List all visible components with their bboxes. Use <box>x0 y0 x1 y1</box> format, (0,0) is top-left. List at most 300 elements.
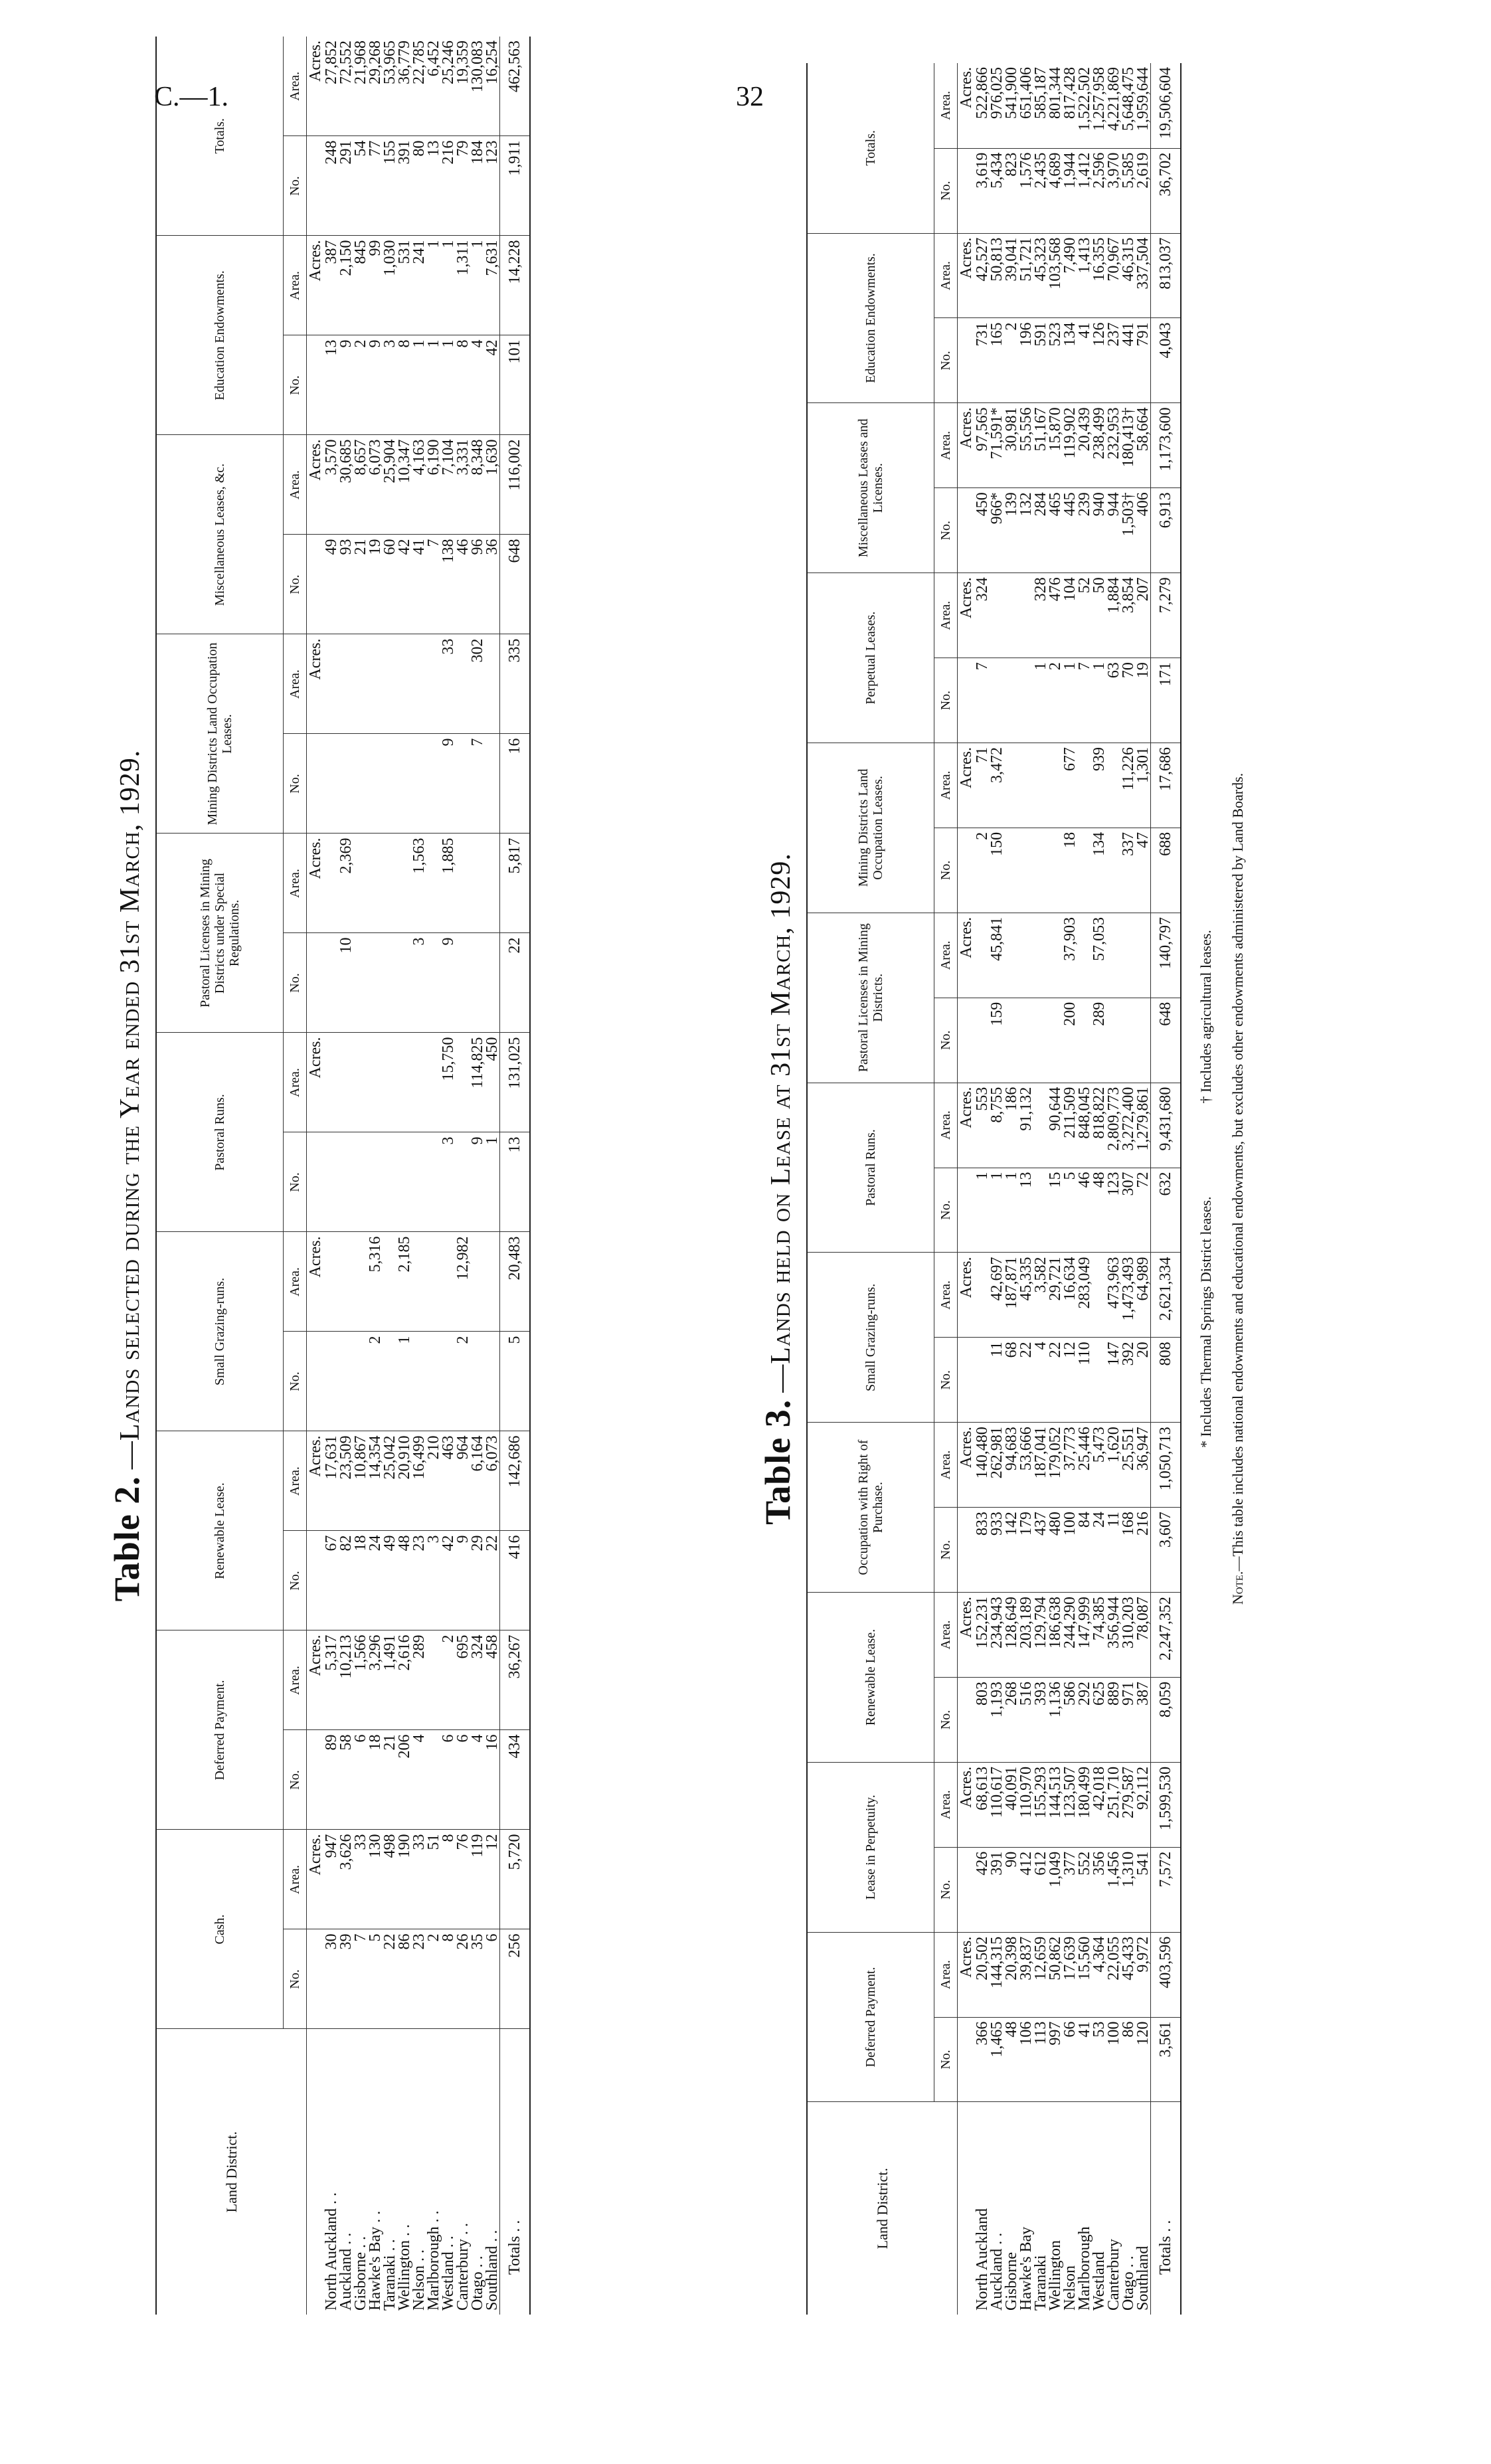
value-cell: 90,644 <box>1048 1083 1063 1168</box>
value-cell: 1 <box>1092 658 1106 743</box>
group-header: Pastoral Runs. <box>807 1083 934 1253</box>
value-cell <box>353 1332 368 1431</box>
value-cell <box>1033 1083 1048 1168</box>
value-cell: 23 <box>412 1531 426 1630</box>
value-cell: 1,413 <box>1077 233 1092 318</box>
value-cell: 25,551 <box>1121 1423 1136 1508</box>
totals-cell: 3,561 <box>1151 2017 1182 2102</box>
value-cell <box>324 1232 339 1332</box>
value-cell: 3,854 <box>1121 573 1136 658</box>
value-cell: 100 <box>1063 1508 1077 1593</box>
totals-cell: 1,050,713 <box>1151 1423 1182 1508</box>
group-header: Mining Districts Land Occupation Leases. <box>156 634 284 834</box>
value-cell <box>426 834 441 933</box>
value-cell: 16,254 <box>485 37 500 136</box>
land-district-cell: Marlborough <box>1076 2226 1093 2311</box>
value-cell: 2 <box>975 828 990 913</box>
value-cell <box>383 1033 397 1132</box>
table-3-notes <box>1197 63 1247 2315</box>
value-cell: 818,822 <box>1092 1083 1106 1168</box>
no-header: No. <box>284 1132 307 1232</box>
value-cell: 387 <box>1136 1677 1151 1762</box>
value-cell: 441 <box>1121 318 1136 403</box>
units-cell: Acres. <box>307 634 325 734</box>
land-district-cell: North Auckland <box>974 2208 991 2311</box>
value-cell: 16,634 <box>1063 1253 1077 1338</box>
area-header: Area. <box>934 1253 958 1338</box>
value-cell <box>1019 913 1033 998</box>
value-cell: 74,385 <box>1092 1593 1106 1678</box>
value-cell: 553 <box>975 1083 990 1168</box>
totals-cell: 8,059 <box>1151 1677 1182 1762</box>
table-row <box>456 37 470 2315</box>
group-header: Renewable Lease. <box>807 1593 934 1763</box>
value-cell: 1 <box>470 236 485 335</box>
value-cell: 16 <box>485 1730 500 1830</box>
value-cell: 4 <box>1033 1338 1048 1423</box>
value-cell: 27,852 <box>324 37 339 136</box>
totals-cell: 101 <box>500 335 531 435</box>
table-row <box>1048 63 1063 2315</box>
value-cell <box>383 634 397 734</box>
value-cell: 50,813 <box>990 233 1004 318</box>
value-cell <box>339 1033 353 1132</box>
value-cell <box>412 1033 426 1132</box>
value-cell: 1,491 <box>383 1630 397 1730</box>
value-cell: 1 <box>426 236 441 335</box>
group-header: Pastoral Runs. <box>156 1033 284 1232</box>
land-district-cell: Westland . . <box>440 2236 457 2311</box>
value-cell: 42,018 <box>1092 1762 1106 1847</box>
value-cell <box>1004 828 1019 913</box>
value-cell <box>368 834 383 933</box>
value-cell <box>470 1332 485 1431</box>
value-cell <box>397 734 412 834</box>
value-cell <box>975 998 990 1083</box>
totals-cell: 1,599,530 <box>1151 1762 1182 1847</box>
units-cell <box>958 488 976 573</box>
value-cell: 196 <box>1019 318 1033 403</box>
units-cell <box>958 1168 976 1253</box>
table-row <box>975 63 990 2315</box>
value-cell <box>353 933 368 1033</box>
area-header: Area. <box>934 743 958 828</box>
value-cell: 801,344 <box>1048 63 1063 148</box>
value-cell <box>368 933 383 1033</box>
value-cell <box>426 1033 441 1132</box>
units-cell: Acres. <box>307 1630 325 1730</box>
value-cell: 147 <box>1106 1338 1121 1423</box>
totals-cell: 140,797 <box>1151 913 1182 998</box>
totals-cell: 813,037 <box>1151 233 1182 318</box>
value-cell: 30 <box>324 1929 339 2029</box>
totals-cell: 256 <box>500 1929 531 2029</box>
value-cell: 123 <box>1106 1168 1121 1253</box>
value-cell: 22 <box>1048 1338 1063 1423</box>
value-cell: 94,683 <box>1004 1423 1019 1508</box>
value-cell: 947 <box>324 1830 339 1929</box>
value-cell: 2 <box>441 1630 456 1730</box>
value-cell: 1 <box>412 335 426 435</box>
totals-cell: 116,002 <box>500 435 531 535</box>
value-cell: 19 <box>1136 658 1151 743</box>
totals-cell: 142,686 <box>500 1431 531 1531</box>
value-cell: 13 <box>324 335 339 435</box>
page-number: 32 <box>736 82 764 112</box>
value-cell: 731 <box>975 318 990 403</box>
value-cell: 21,968 <box>353 37 368 136</box>
value-cell <box>485 933 500 1033</box>
land-district-cell: Hawke's Bay <box>1017 2226 1035 2311</box>
value-cell: 1 <box>975 1168 990 1253</box>
no-header: No. <box>284 136 307 236</box>
no-header: No. <box>934 318 958 403</box>
value-cell: 406 <box>1136 488 1151 573</box>
value-cell: 356,944 <box>1106 1593 1121 1678</box>
value-cell: 99 <box>368 236 383 335</box>
value-cell: 159 <box>990 998 1004 1083</box>
value-cell: 4 <box>412 1730 426 1830</box>
value-cell: 41 <box>412 535 426 634</box>
units-cell <box>958 658 976 743</box>
value-cell: 22 <box>383 1929 397 2029</box>
value-cell: 4,689 <box>1048 148 1063 233</box>
area-header: Area. <box>284 1630 307 1730</box>
value-cell: 964 <box>456 1431 470 1531</box>
value-cell <box>368 1132 383 1232</box>
value-cell: 4,163 <box>412 435 426 535</box>
value-cell <box>412 1332 426 1431</box>
value-cell: 523 <box>1048 318 1063 403</box>
value-cell: 2,369 <box>339 834 353 933</box>
totals-row <box>1151 63 1182 2315</box>
value-cell: 150 <box>990 828 1004 913</box>
table-row <box>1136 63 1151 2315</box>
value-cell: 7,631 <box>485 236 500 335</box>
value-cell: 310,203 <box>1121 1593 1136 1678</box>
area-header: Area. <box>284 435 307 535</box>
value-cell: 90 <box>1004 1847 1019 1932</box>
value-cell: 17,631 <box>324 1431 339 1531</box>
area-header: Area. <box>284 1830 307 1929</box>
value-cell <box>339 1332 353 1431</box>
land-district-cell: Otago . . <box>1120 2255 1137 2311</box>
value-cell: 3,970 <box>1106 148 1121 233</box>
value-cell: 9 <box>441 734 456 834</box>
units-cell: Acres. <box>307 1033 325 1132</box>
table-3-title <box>757 63 797 2315</box>
area-header: Area. <box>284 1232 307 1332</box>
value-cell: 3 <box>412 933 426 1033</box>
page-code: C.—1. <box>154 82 229 112</box>
value-cell: 268 <box>1004 1677 1019 1762</box>
value-cell: 366 <box>975 2017 990 2102</box>
value-cell: 11,226 <box>1121 743 1136 828</box>
value-cell: 49 <box>324 535 339 634</box>
group-header: Renewable Lease. <box>156 1431 284 1630</box>
value-cell: 541,900 <box>1004 63 1019 148</box>
value-cell: 8,348 <box>470 435 485 535</box>
value-cell: 53,666 <box>1019 1423 1033 1508</box>
value-cell: 15,750 <box>441 1033 456 1132</box>
value-cell: 20,502 <box>975 1932 990 2017</box>
value-cell: 1,465 <box>990 2017 1004 2102</box>
units-cell <box>307 1929 325 2029</box>
value-cell: 48 <box>1004 2017 1019 2102</box>
totals-cell: 5,817 <box>500 834 531 933</box>
value-cell: 77 <box>368 136 383 236</box>
group-header: Deferred Payment. <box>807 1932 934 2102</box>
value-cell <box>456 834 470 933</box>
value-cell: 10,347 <box>397 435 412 535</box>
value-cell: 53,965 <box>383 37 397 136</box>
value-cell <box>397 933 412 1033</box>
totals-cell: 416 <box>500 1531 531 1630</box>
units-cell: Acres. <box>958 1083 976 1168</box>
table-3-block <box>757 63 1474 2315</box>
value-cell <box>353 1232 368 1332</box>
value-cell: 3,626 <box>339 1830 353 1929</box>
value-cell <box>426 634 441 734</box>
value-cell: 39 <box>339 1929 353 2029</box>
value-cell: 72 <box>1136 1168 1151 1253</box>
group-header: Education Endowments. <box>156 236 284 435</box>
table-row <box>339 37 353 2315</box>
value-cell: 3,619 <box>975 148 990 233</box>
value-cell: 89 <box>324 1730 339 1830</box>
value-cell <box>1106 998 1121 1083</box>
value-cell: 4 <box>470 335 485 435</box>
value-cell: 17,639 <box>1063 1932 1077 2017</box>
value-cell: 76 <box>456 1830 470 1929</box>
value-cell: 7 <box>470 734 485 834</box>
totals-cell: 648 <box>1151 998 1182 1083</box>
units-cell: Acres. <box>307 37 325 136</box>
table-3-title-text: —Lands held on Lease at 31st March, 1929. <box>766 853 796 1393</box>
units-cell: Acres. <box>958 63 976 148</box>
value-cell: 23,509 <box>339 1431 353 1531</box>
no-header: No. <box>284 1730 307 1830</box>
table-row <box>1092 63 1106 2315</box>
value-cell: 1,959,644 <box>1136 63 1151 148</box>
value-cell: 70 <box>1121 658 1136 743</box>
group-header: Lease in Perpetuity. <box>807 1762 934 1932</box>
value-cell: 91,132 <box>1019 1083 1033 1168</box>
value-cell: 476 <box>1048 573 1063 658</box>
value-cell: 324 <box>975 573 990 658</box>
land-district-header: Land District. <box>156 2029 307 2315</box>
group-header: Small Grazing-runs. <box>156 1232 284 1431</box>
value-cell: 1,311 <box>456 236 470 335</box>
value-cell: 144,513 <box>1048 1762 1063 1847</box>
value-cell: 8,755 <box>990 1083 1004 1168</box>
totals-cell: 131,025 <box>500 1033 531 1132</box>
value-cell: 120 <box>1136 2017 1151 2102</box>
value-cell: 356 <box>1092 1847 1106 1932</box>
value-cell: 12 <box>485 1830 500 1929</box>
value-cell: 200 <box>1063 998 1077 1083</box>
value-cell: 458 <box>485 1630 500 1730</box>
value-cell: 823 <box>1004 148 1019 233</box>
value-cell: 25,446 <box>1077 1423 1092 1508</box>
value-cell: 7 <box>353 1929 368 2029</box>
value-cell: 54 <box>353 136 368 236</box>
value-cell <box>1106 913 1121 998</box>
totals-cell: 1,911 <box>500 136 531 236</box>
units-cell: Acres. <box>958 1932 976 2017</box>
value-cell: 522,866 <box>975 63 990 148</box>
units-cell: Acres. <box>958 573 976 658</box>
value-cell <box>1136 998 1151 1083</box>
area-header: Area. <box>934 1762 958 1847</box>
value-cell <box>441 1332 456 1431</box>
value-cell: 971 <box>1121 1677 1136 1762</box>
land-district-cell: Marlborough . . <box>425 2210 442 2311</box>
area-header: Area. <box>934 1423 958 1508</box>
value-cell: 445 <box>1063 488 1077 573</box>
value-cell: 473,963 <box>1106 1253 1121 1338</box>
no-header: No. <box>934 1168 958 1253</box>
value-cell: 180,499 <box>1077 1762 1092 1847</box>
value-cell: 480 <box>1048 1508 1063 1593</box>
value-cell <box>353 734 368 834</box>
value-cell <box>1048 998 1063 1083</box>
value-cell: 1,576 <box>1019 148 1033 233</box>
value-cell: 144,315 <box>990 1932 1004 2017</box>
value-cell <box>383 1332 397 1431</box>
value-cell <box>324 1033 339 1132</box>
value-cell: 4,364 <box>1092 1932 1106 2017</box>
value-cell: 241 <box>412 236 426 335</box>
value-cell <box>1106 743 1121 828</box>
value-cell: 45,323 <box>1033 233 1048 318</box>
units-cell <box>307 535 325 634</box>
value-cell: 25,246 <box>441 37 456 136</box>
value-cell: 72,552 <box>339 37 353 136</box>
value-cell: 8 <box>441 1929 456 2029</box>
value-cell: 70,967 <box>1106 233 1121 318</box>
units-cell <box>307 136 325 236</box>
no-header: No. <box>934 998 958 1083</box>
value-cell: 337 <box>1121 828 1136 913</box>
value-cell: 817,428 <box>1063 63 1077 148</box>
value-cell: 291 <box>339 136 353 236</box>
value-cell: 5,316 <box>368 1232 383 1332</box>
value-cell: 3,582 <box>1033 1253 1048 1338</box>
value-cell: 9 <box>368 335 383 435</box>
totals-cell: 5 <box>500 1332 531 1431</box>
totals-cell: 5,720 <box>500 1830 531 1929</box>
table-row <box>353 37 368 2315</box>
value-cell: 4 <box>470 1730 485 1830</box>
value-cell: 114,825 <box>470 1033 485 1132</box>
value-cell: 49 <box>383 1531 397 1630</box>
value-cell: 1,522,502 <box>1077 63 1092 148</box>
value-cell: 5 <box>1063 1168 1077 1253</box>
no-header: No. <box>934 1677 958 1762</box>
units-cell <box>307 1531 325 1630</box>
group-header: Education Endowments. <box>807 233 934 403</box>
value-cell <box>1136 913 1151 998</box>
value-cell: 71,591* <box>990 403 1004 488</box>
totals-cell: 462,563 <box>500 37 531 136</box>
value-cell: 13 <box>1019 1168 1033 1253</box>
totals-cell: 20,483 <box>500 1232 531 1332</box>
value-cell: 29,721 <box>1048 1253 1063 1338</box>
table-row <box>470 37 485 2315</box>
table-row <box>485 37 500 2315</box>
value-cell: 41 <box>1077 2017 1092 2102</box>
value-cell: 84 <box>1077 1508 1092 1593</box>
units-cell <box>958 1338 976 1423</box>
value-cell: 3 <box>441 1132 456 1232</box>
area-header: Area. <box>284 37 307 136</box>
value-cell <box>975 1253 990 1338</box>
no-header: No. <box>934 658 958 743</box>
no-header: No. <box>934 1847 958 1932</box>
table-3-note <box>1229 63 1247 2315</box>
table-row <box>324 37 339 2315</box>
value-cell: 103,568 <box>1048 233 1063 318</box>
value-cell <box>470 933 485 1033</box>
value-cell: 13 <box>426 136 441 236</box>
group-header: Occupation with Right of Purchase. <box>807 1423 934 1593</box>
value-cell <box>1004 913 1019 998</box>
value-cell: 168 <box>1121 1508 1136 1593</box>
value-cell: 463 <box>441 1431 456 1531</box>
value-cell: 42,697 <box>990 1253 1004 1338</box>
value-cell: 2 <box>353 335 368 435</box>
group-header: Mining Districts Land Occupation Leases. <box>807 743 934 913</box>
units-cell: Acres. <box>958 403 976 488</box>
value-cell: 29 <box>470 1531 485 1630</box>
units-cell <box>958 148 976 233</box>
area-header: Area. <box>284 1431 307 1531</box>
value-cell: 9 <box>456 1531 470 1630</box>
value-cell: 155 <box>383 136 397 236</box>
value-cell: 5,317 <box>324 1630 339 1730</box>
area-header: Area. <box>284 1033 307 1132</box>
value-cell: 251,710 <box>1106 1762 1121 1847</box>
totals-cell: 3,607 <box>1151 1508 1182 1593</box>
value-cell: 6 <box>485 1929 500 2029</box>
value-cell <box>339 634 353 734</box>
note-label: Note. <box>1229 1571 1246 1605</box>
totals-cell: 36,267 <box>500 1630 531 1730</box>
value-cell <box>339 734 353 834</box>
value-cell: 3 <box>383 335 397 435</box>
value-cell <box>1077 998 1092 1083</box>
value-cell: 1 <box>1004 1168 1019 1253</box>
value-cell <box>1048 743 1063 828</box>
value-cell <box>324 933 339 1033</box>
value-cell: 50 <box>1092 573 1106 658</box>
value-cell: 498 <box>383 1830 397 1929</box>
value-cell: 42,527 <box>975 233 990 318</box>
value-cell: 78,087 <box>1136 1593 1151 1678</box>
value-cell: 71 <box>975 743 990 828</box>
value-cell: 7 <box>1077 658 1092 743</box>
value-cell: 1,473,493 <box>1121 1253 1136 1338</box>
value-cell: 450 <box>975 488 990 573</box>
value-cell: 20,439 <box>1077 403 1092 488</box>
value-cell: 1,049 <box>1048 1847 1063 1932</box>
no-header: No. <box>284 1929 307 2029</box>
value-cell: 18 <box>368 1730 383 1830</box>
value-cell: 130 <box>368 1830 383 1929</box>
value-cell: 40,091 <box>1004 1762 1019 1847</box>
area-header: Area. <box>284 236 307 335</box>
